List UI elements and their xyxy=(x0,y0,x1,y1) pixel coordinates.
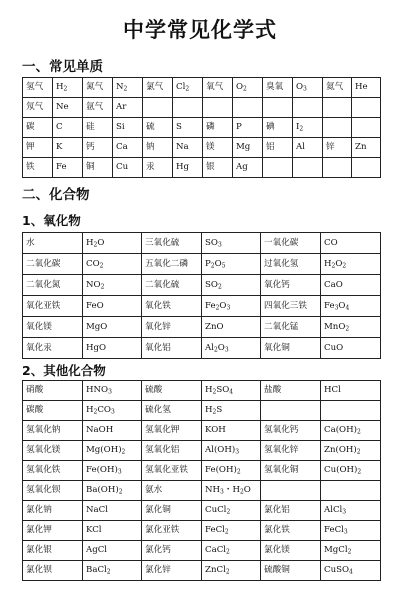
substance-name-cell xyxy=(323,118,352,138)
formula-cell: MgCl$_2$ xyxy=(321,541,381,561)
substance-name-cell xyxy=(143,98,173,118)
substance-name-cell: 氨水 xyxy=(142,481,202,501)
table-row xyxy=(23,381,381,401)
formula-cell xyxy=(352,158,381,178)
substance-name-cell: 一氧化碳 xyxy=(261,233,321,254)
table-row xyxy=(23,296,381,317)
substance-name-cell: 水 xyxy=(23,233,83,254)
formula-cell: Si xyxy=(113,118,143,138)
substance-name-cell xyxy=(203,98,233,118)
formula-cell: $NH_3$・$H_2O$ xyxy=(202,481,261,501)
formula-cell: $CO_2$ xyxy=(83,254,142,275)
substance-name-cell: 氯化铜 xyxy=(142,501,202,521)
substance-name-cell: 臭氧 xyxy=(263,78,293,98)
substance-name-cell: 三氧化硫 xyxy=(142,233,202,254)
formula-cell: $Fe(OH)_2$ xyxy=(202,461,261,481)
table-row xyxy=(23,254,381,275)
table-row xyxy=(23,481,381,501)
substance-name-cell: 氧化钙 xyxy=(261,275,321,296)
table-row xyxy=(23,233,381,254)
substance-name-cell: 二氧化硫 xyxy=(142,275,202,296)
table-row xyxy=(23,158,381,178)
substance-name-cell: 钙 xyxy=(83,138,113,158)
formula-cell: C xyxy=(53,118,83,138)
table-row xyxy=(23,401,381,421)
substance-name-cell: 铝 xyxy=(263,138,293,158)
substance-name-cell xyxy=(261,401,321,421)
substance-name-cell: 铜 xyxy=(83,158,113,178)
formula-cell: NaOH xyxy=(83,421,142,441)
substance-name-cell: 二氧化氮 xyxy=(23,275,83,296)
formula-cell: FeO xyxy=(83,296,142,317)
table-row xyxy=(23,541,381,561)
formula-cell: $H_2$ xyxy=(53,78,83,98)
substance-name-cell: 氯化钙 xyxy=(142,541,202,561)
formula-cell: He xyxy=(352,78,381,98)
formula-cell: AlCl$_3$ xyxy=(321,501,381,521)
substance-name-cell: 氢氧化钾 xyxy=(142,421,202,441)
formula-cell: $O_3$ xyxy=(293,78,323,98)
formula-cell: CuO xyxy=(321,338,381,359)
substance-name-cell: 碘 xyxy=(263,118,293,138)
table-row xyxy=(23,138,381,158)
substance-name-cell: 氖气 xyxy=(23,98,53,118)
formula-cell: $I_2$ xyxy=(293,118,323,138)
substance-name-cell: 氧化铝 xyxy=(142,338,202,359)
substance-name-cell: 氩气 xyxy=(83,98,113,118)
substance-name-cell: 过氧化氢 xyxy=(261,254,321,275)
formula-cell: $SO_3$ xyxy=(202,233,261,254)
formula-cell: AgCl xyxy=(83,541,142,561)
substance-name-cell: 氧化铁 xyxy=(142,296,202,317)
substance-name-cell: 碳酸 xyxy=(23,401,83,421)
formula-cell: $H_2O$ xyxy=(83,233,142,254)
substance-name-cell xyxy=(323,158,352,178)
substance-name-cell: 锌 xyxy=(323,138,352,158)
formula-cell: $Mg(OH)_2$ xyxy=(83,441,142,461)
table-row xyxy=(23,501,381,521)
formula-cell: ZnO xyxy=(202,317,261,338)
table-row xyxy=(23,118,381,138)
formula-cell: HgO xyxy=(83,338,142,359)
table-row xyxy=(23,338,381,359)
formula-cell: Fe xyxy=(53,158,83,178)
substance-name-cell: 氧化镁 xyxy=(23,317,83,338)
substance-name-cell: 镁 xyxy=(203,138,233,158)
substance-name-cell: 硫化氢 xyxy=(142,401,202,421)
formula-cell: $O_2$ xyxy=(233,78,263,98)
substance-name-cell: 银 xyxy=(203,158,233,178)
formula-cell: $H_2O_2$ xyxy=(321,254,381,275)
formula-cell: MgO xyxy=(83,317,142,338)
formula-cell: Al xyxy=(293,138,323,158)
substance-name-cell xyxy=(261,481,321,501)
substance-name-cell: 磷 xyxy=(203,118,233,138)
table-row xyxy=(23,78,381,98)
substance-name-cell: 氯化钡 xyxy=(23,561,83,581)
substance-name-cell: 氯化银 xyxy=(23,541,83,561)
formula-cell: $N_2$ xyxy=(113,78,143,98)
substance-name-cell: 氢氧化锌 xyxy=(261,441,321,461)
substance-name-cell: 氢氧化亚铁 xyxy=(142,461,202,481)
formula-cell: FeCl$_3$ xyxy=(321,521,381,541)
oxides-table xyxy=(22,232,381,359)
formula-cell xyxy=(233,98,263,118)
formula-cell: Na xyxy=(173,138,203,158)
formula-cell: Ag xyxy=(233,158,263,178)
subsection-heading-oxides: 1、氧化物 xyxy=(22,213,81,228)
formula-cell: ZnCl$_2$ xyxy=(202,561,261,581)
table-row xyxy=(23,275,381,296)
substance-name-cell: 氢氧化钡 xyxy=(23,481,83,501)
formula-cell: P xyxy=(233,118,263,138)
formula-cell: Ca xyxy=(113,138,143,158)
formula-cell: $NO_2$ xyxy=(83,275,142,296)
formula-cell: BaCl$_2$ xyxy=(83,561,142,581)
formula-cell: MnO$_2$ xyxy=(321,317,381,338)
formula-cell: $H_2CO_3$ xyxy=(83,401,142,421)
substance-name-cell: 硅 xyxy=(83,118,113,138)
formula-cell xyxy=(352,118,381,138)
elements-table xyxy=(22,77,381,178)
section-heading-compounds: 二、化合物 xyxy=(22,187,90,203)
formula-cell: $P_2O_5$ xyxy=(202,254,261,275)
formula-cell: KCl xyxy=(83,521,142,541)
formula-cell xyxy=(293,158,323,178)
substance-name-cell: 氢氧化钙 xyxy=(261,421,321,441)
substance-name-cell: 氦气 xyxy=(323,78,352,98)
table-row xyxy=(23,441,381,461)
other-compounds-table xyxy=(22,380,381,581)
substance-name-cell: 盐酸 xyxy=(261,381,321,401)
formula-cell: CaO xyxy=(321,275,381,296)
substance-name-cell: 铁 xyxy=(23,158,53,178)
formula-cell: Zn xyxy=(352,138,381,158)
table-row xyxy=(23,317,381,338)
formula-cell: $Fe_3O_4$ xyxy=(321,296,381,317)
substance-name-cell: 氯化钾 xyxy=(23,521,83,541)
formula-cell: $Al_2O_3$ xyxy=(202,338,261,359)
formula-cell: NaCl xyxy=(83,501,142,521)
formula-cell: $Fe_2O_3$ xyxy=(202,296,261,317)
formula-cell xyxy=(352,98,381,118)
substance-name-cell: 氯化铝 xyxy=(261,501,321,521)
substance-name-cell xyxy=(323,98,352,118)
substance-name-cell: 钠 xyxy=(143,138,173,158)
substance-name-cell: 氯化钠 xyxy=(23,501,83,521)
substance-name-cell: 氢氧化铜 xyxy=(261,461,321,481)
substance-name-cell: 五氧化二磷 xyxy=(142,254,202,275)
formula-cell xyxy=(293,98,323,118)
substance-name-cell: 氯化铁 xyxy=(261,521,321,541)
substance-name-cell: 氧化汞 xyxy=(23,338,83,359)
table-row xyxy=(23,98,381,118)
substance-name-cell: 氯化镁 xyxy=(261,541,321,561)
substance-name-cell: 硫 xyxy=(143,118,173,138)
formula-cell: Hg xyxy=(173,158,203,178)
formula-cell xyxy=(173,98,203,118)
section-heading-elements: 一、常见单质 xyxy=(22,59,103,75)
formula-cell: CaCl$_2$ xyxy=(202,541,261,561)
substance-name-cell: 氢氧化镁 xyxy=(23,441,83,461)
substance-name-cell: 氧化锌 xyxy=(142,317,202,338)
formula-cell: $Al(OH)_3$ xyxy=(202,441,261,461)
substance-name-cell: 氯气 xyxy=(143,78,173,98)
formula-cell: Ar xyxy=(113,98,143,118)
substance-name-cell: 硫酸 xyxy=(142,381,202,401)
substance-name-cell: 氧气 xyxy=(203,78,233,98)
formula-cell: K xyxy=(53,138,83,158)
table-row xyxy=(23,461,381,481)
substance-name-cell: 二氧化锰 xyxy=(261,317,321,338)
formula-cell: $Cl_2$ xyxy=(173,78,203,98)
formula-cell: Ne xyxy=(53,98,83,118)
formula-cell: $Ca(OH)_2$ xyxy=(321,421,381,441)
formula-cell: KOH xyxy=(202,421,261,441)
formula-cell: $SO_2$ xyxy=(202,275,261,296)
formula-cell: S xyxy=(173,118,203,138)
substance-name-cell: 氧化亚铁 xyxy=(23,296,83,317)
substance-name-cell: 二氧化碳 xyxy=(23,254,83,275)
formula-cell: FeCl$_2$ xyxy=(202,521,261,541)
formula-cell xyxy=(321,481,381,501)
substance-name-cell: 四氧化三铁 xyxy=(261,296,321,317)
formula-cell: $HNO_3$ xyxy=(83,381,142,401)
subsection-heading-other-compounds: 2、其他化合物 xyxy=(22,363,106,378)
formula-cell: Mg xyxy=(233,138,263,158)
formula-cell: $H_2SO_4$ xyxy=(202,381,261,401)
substance-name-cell xyxy=(263,98,293,118)
substance-name-cell: 氢气 xyxy=(23,78,53,98)
substance-name-cell: 碳 xyxy=(23,118,53,138)
formula-cell: $Zn(OH)_2$ xyxy=(321,441,381,461)
substance-name-cell: 钾 xyxy=(23,138,53,158)
formula-cell: Cu xyxy=(113,158,143,178)
formula-cell: HCl xyxy=(321,381,381,401)
substance-name-cell: 硝酸 xyxy=(23,381,83,401)
formula-cell: $Ba(OH)_2$ xyxy=(83,481,142,501)
formula-cell xyxy=(321,401,381,421)
formula-cell: $Fe(OH)_3$ xyxy=(83,461,142,481)
page-title: 中学常见化学式 xyxy=(123,18,277,42)
substance-name-cell: 氯化亚铁 xyxy=(142,521,202,541)
substance-name-cell: 汞 xyxy=(143,158,173,178)
formula-cell: $H_2S$ xyxy=(202,401,261,421)
substance-name-cell: 硫酸铜 xyxy=(261,561,321,581)
substance-name-cell: 氧化铜 xyxy=(261,338,321,359)
substance-name-cell: 氯化锌 xyxy=(142,561,202,581)
table-row xyxy=(23,421,381,441)
formula-cell: CuSO$_4$ xyxy=(321,561,381,581)
substance-name-cell: 氢氧化铝 xyxy=(142,441,202,461)
formula-cell: $Cu(OH)_2$ xyxy=(321,461,381,481)
formula-cell: CuCl$_2$ xyxy=(202,501,261,521)
substance-name-cell: 氢氧化钠 xyxy=(23,421,83,441)
formula-cell: CO xyxy=(321,233,381,254)
substance-name-cell xyxy=(263,158,293,178)
substance-name-cell: 氢氧化铁 xyxy=(23,461,83,481)
substance-name-cell: 氮气 xyxy=(83,78,113,98)
table-row xyxy=(23,521,381,541)
table-row xyxy=(23,561,381,581)
